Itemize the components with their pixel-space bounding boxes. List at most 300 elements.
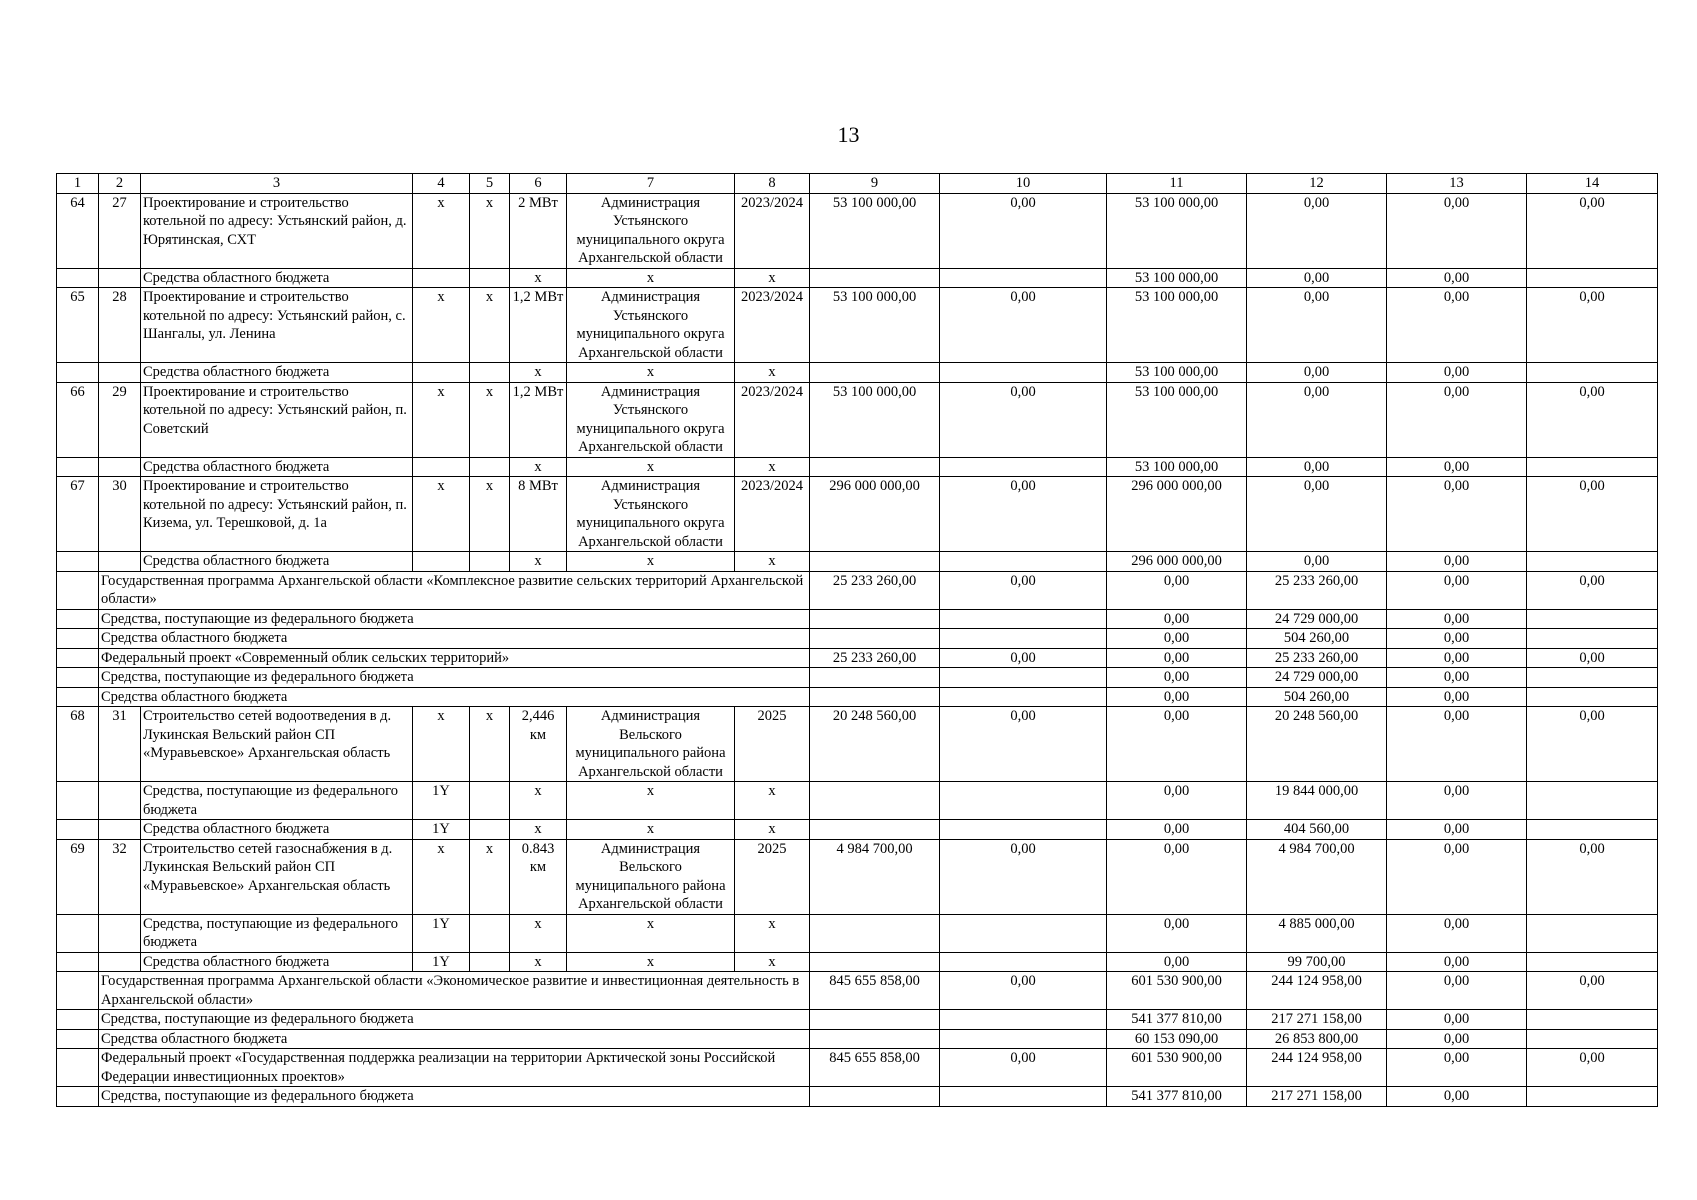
page-number: 13 bbox=[837, 122, 860, 147]
cell-c7: х bbox=[567, 268, 735, 288]
summary-row bbox=[57, 629, 1658, 649]
amount-col14 bbox=[1527, 1087, 1658, 1107]
cell-c5 bbox=[470, 914, 510, 952]
amount-col10: 0,00 bbox=[940, 477, 1107, 552]
project-row bbox=[57, 477, 1658, 552]
cell-c4 bbox=[413, 268, 470, 288]
column-header: 1 bbox=[57, 174, 99, 194]
funding-source: Средства областного бюджета bbox=[141, 363, 413, 383]
column-header: 10 bbox=[940, 174, 1107, 194]
amount-col13: 0,00 bbox=[1387, 571, 1527, 609]
item-number: 31 bbox=[99, 707, 141, 782]
amount-col11: 296 000 000,00 bbox=[1107, 477, 1247, 552]
amount-col12: 0,00 bbox=[1247, 477, 1387, 552]
amount-col11: 0,00 bbox=[1107, 839, 1247, 914]
amount-col10 bbox=[940, 952, 1107, 972]
total-amount bbox=[810, 668, 940, 688]
amount-col10: 0,00 bbox=[940, 382, 1107, 457]
empty-cell bbox=[99, 363, 141, 383]
project-row bbox=[57, 193, 1658, 268]
amount-col12: 19 844 000,00 bbox=[1247, 782, 1387, 820]
total-amount bbox=[810, 609, 940, 629]
cell-c7: х bbox=[567, 820, 735, 840]
customer: Администрация Устьянского муниципального округа Архангельской области bbox=[567, 382, 735, 457]
empty-cell bbox=[57, 552, 99, 572]
cell-c5 bbox=[470, 552, 510, 572]
item-number: 28 bbox=[99, 288, 141, 363]
cell-c6: х bbox=[510, 952, 567, 972]
cell-c4 bbox=[413, 363, 470, 383]
amount-col10: 0,00 bbox=[940, 288, 1107, 363]
amount-col12: 217 271 158,00 bbox=[1247, 1010, 1387, 1030]
column-header: 4 bbox=[413, 174, 470, 194]
cell-c5: х bbox=[470, 839, 510, 914]
amount-col11: 0,00 bbox=[1107, 707, 1247, 782]
funding-source: Средства областного бюджета bbox=[141, 952, 413, 972]
item-number: 32 bbox=[99, 839, 141, 914]
customer: Администрация Вельского муниципального района Архангельской области bbox=[567, 839, 735, 914]
amount-col13: 0,00 bbox=[1387, 457, 1527, 477]
amount-col14 bbox=[1527, 457, 1658, 477]
amount-col10: 0,00 bbox=[940, 193, 1107, 268]
total-amount bbox=[810, 457, 940, 477]
amount-col14: 0,00 bbox=[1527, 648, 1658, 668]
amount-col12: 504 260,00 bbox=[1247, 687, 1387, 707]
amount-col14: 0,00 bbox=[1527, 477, 1658, 552]
amount-col11: 0,00 bbox=[1107, 782, 1247, 820]
cell-c8: х bbox=[735, 820, 810, 840]
cell-c4: х bbox=[413, 839, 470, 914]
amount-col10 bbox=[940, 629, 1107, 649]
program-title: Государственная программа Архангельской области «Экономическое развитие и инвестиционная деятельность в Архангельской области» bbox=[99, 972, 810, 1010]
amount-col10 bbox=[940, 687, 1107, 707]
amount-col12: 0,00 bbox=[1247, 193, 1387, 268]
program-title: Федеральный проект «Современный облик сельских территорий» bbox=[99, 648, 810, 668]
amount-col11: 53 100 000,00 bbox=[1107, 382, 1247, 457]
amount-col14: 0,00 bbox=[1527, 571, 1658, 609]
cell-c5 bbox=[470, 457, 510, 477]
cell-c5 bbox=[470, 268, 510, 288]
summary-row bbox=[57, 1049, 1658, 1087]
capacity: 0.843 км bbox=[510, 839, 567, 914]
amount-col14: 0,00 bbox=[1527, 1049, 1658, 1087]
total-amount: 25 233 260,00 bbox=[810, 648, 940, 668]
funding-source: Средства областного бюджета bbox=[141, 457, 413, 477]
capacity: 8 МВт bbox=[510, 477, 567, 552]
amount-col14: 0,00 bbox=[1527, 288, 1658, 363]
amount-col11: 53 100 000,00 bbox=[1107, 457, 1247, 477]
amount-col12: 26 853 800,00 bbox=[1247, 1029, 1387, 1049]
amount-col10 bbox=[940, 1087, 1107, 1107]
empty-cell bbox=[57, 571, 99, 609]
source-row bbox=[57, 952, 1658, 972]
amount-col13: 0,00 bbox=[1387, 820, 1527, 840]
amount-col11: 541 377 810,00 bbox=[1107, 1010, 1247, 1030]
summary-row bbox=[57, 1029, 1658, 1049]
amount-col12: 4 984 700,00 bbox=[1247, 839, 1387, 914]
cell-c7: х bbox=[567, 782, 735, 820]
amount-col11: 53 100 000,00 bbox=[1107, 363, 1247, 383]
empty-cell bbox=[57, 952, 99, 972]
period: 2025 bbox=[735, 839, 810, 914]
amount-col10 bbox=[940, 457, 1107, 477]
amount-col13: 0,00 bbox=[1387, 687, 1527, 707]
amount-col11: 0,00 bbox=[1107, 914, 1247, 952]
empty-cell bbox=[57, 457, 99, 477]
column-header: 3 bbox=[141, 174, 413, 194]
amount-col13: 0,00 bbox=[1387, 648, 1527, 668]
project-row bbox=[57, 288, 1658, 363]
amount-col14 bbox=[1527, 629, 1658, 649]
empty-cell bbox=[57, 1029, 99, 1049]
amount-col14: 0,00 bbox=[1527, 193, 1658, 268]
column-header: 9 bbox=[810, 174, 940, 194]
object-name: Строительство сетей газоснабжения в д. Лукинская Вельский район СП «Муравьевское» Архангельская область bbox=[141, 839, 413, 914]
program-title: Средства областного бюджета bbox=[99, 629, 810, 649]
amount-col12: 0,00 bbox=[1247, 288, 1387, 363]
amount-col13: 0,00 bbox=[1387, 477, 1527, 552]
program-title: Средства, поступающие из федерального бюджета bbox=[99, 1010, 810, 1030]
cell-c8: х bbox=[735, 952, 810, 972]
empty-cell bbox=[57, 648, 99, 668]
source-row bbox=[57, 782, 1658, 820]
row-number: 64 bbox=[57, 193, 99, 268]
source-row bbox=[57, 914, 1658, 952]
amount-col10 bbox=[940, 1029, 1107, 1049]
amount-col12: 244 124 958,00 bbox=[1247, 972, 1387, 1010]
program-title: Средства областного бюджета bbox=[99, 1029, 810, 1049]
amount-col13: 0,00 bbox=[1387, 668, 1527, 688]
amount-col11: 53 100 000,00 bbox=[1107, 268, 1247, 288]
amount-col11: 0,00 bbox=[1107, 952, 1247, 972]
amount-col14 bbox=[1527, 552, 1658, 572]
total-amount bbox=[810, 629, 940, 649]
object-name: Строительство сетей водоотведения в д. Лукинская Вельский район СП «Муравьевское» Архангельская область bbox=[141, 707, 413, 782]
empty-cell bbox=[57, 687, 99, 707]
column-header: 2 bbox=[99, 174, 141, 194]
amount-col14 bbox=[1527, 1010, 1658, 1030]
cell-c8: х bbox=[735, 268, 810, 288]
amount-col14: 0,00 bbox=[1527, 707, 1658, 782]
total-amount: 53 100 000,00 bbox=[810, 382, 940, 457]
column-header: 8 bbox=[735, 174, 810, 194]
amount-col11: 53 100 000,00 bbox=[1107, 288, 1247, 363]
amount-col11: 0,00 bbox=[1107, 609, 1247, 629]
amount-col14: 0,00 bbox=[1527, 972, 1658, 1010]
column-header: 6 bbox=[510, 174, 567, 194]
total-amount bbox=[810, 363, 940, 383]
cell-c8: х bbox=[735, 457, 810, 477]
program-title: Федеральный проект «Государственная поддержка реализации на территории Арктической зоны Российской Федерации инвестиционных проектов» bbox=[99, 1049, 810, 1087]
funding-source: Средства областного бюджета bbox=[141, 552, 413, 572]
item-number: 27 bbox=[99, 193, 141, 268]
column-header: 5 bbox=[470, 174, 510, 194]
cell-c5 bbox=[470, 820, 510, 840]
total-amount bbox=[810, 952, 940, 972]
cell-c5 bbox=[470, 782, 510, 820]
total-amount bbox=[810, 1010, 940, 1030]
empty-cell bbox=[57, 1010, 99, 1030]
cell-c5 bbox=[470, 363, 510, 383]
summary-row bbox=[57, 1010, 1658, 1030]
empty-cell bbox=[99, 952, 141, 972]
object-name: Проектирование и строительство котельной по адресу: Устьянский район, д. Юрятинская, СХТ bbox=[141, 193, 413, 268]
amount-col14: 0,00 bbox=[1527, 839, 1658, 914]
empty-cell bbox=[57, 363, 99, 383]
amount-col13: 0,00 bbox=[1387, 972, 1527, 1010]
amount-col10: 0,00 bbox=[940, 648, 1107, 668]
cell-c4: х bbox=[413, 382, 470, 457]
cell-c5: х bbox=[470, 477, 510, 552]
amount-col10: 0,00 bbox=[940, 839, 1107, 914]
amount-col11: 601 530 900,00 bbox=[1107, 1049, 1247, 1087]
amount-col10 bbox=[940, 363, 1107, 383]
empty-cell bbox=[57, 268, 99, 288]
amount-col11: 0,00 bbox=[1107, 571, 1247, 609]
amount-col12: 0,00 bbox=[1247, 457, 1387, 477]
cell-c4: х bbox=[413, 477, 470, 552]
amount-col10 bbox=[940, 668, 1107, 688]
total-amount bbox=[810, 1087, 940, 1107]
amount-col13: 0,00 bbox=[1387, 363, 1527, 383]
column-header: 7 bbox=[567, 174, 735, 194]
amount-col12: 25 233 260,00 bbox=[1247, 648, 1387, 668]
empty-cell bbox=[57, 972, 99, 1010]
amount-col12: 504 260,00 bbox=[1247, 629, 1387, 649]
program-title: Средства областного бюджета bbox=[99, 687, 810, 707]
row-number: 67 bbox=[57, 477, 99, 552]
cell-c5: х bbox=[470, 193, 510, 268]
amount-col14: 0,00 bbox=[1527, 382, 1658, 457]
empty-cell bbox=[57, 782, 99, 820]
cell-c4: х bbox=[413, 288, 470, 363]
amount-col12: 244 124 958,00 bbox=[1247, 1049, 1387, 1087]
amount-col10 bbox=[940, 1010, 1107, 1030]
amount-col13: 0,00 bbox=[1387, 914, 1527, 952]
amount-col13: 0,00 bbox=[1387, 629, 1527, 649]
customer: Администрация Устьянского муниципального округа Архангельской области bbox=[567, 477, 735, 552]
period: 2023/2024 bbox=[735, 477, 810, 552]
cell-c6: х bbox=[510, 820, 567, 840]
cell-c5 bbox=[470, 952, 510, 972]
empty-cell bbox=[57, 914, 99, 952]
cell-c4: 1Y bbox=[413, 914, 470, 952]
amount-col11: 0,00 bbox=[1107, 687, 1247, 707]
object-name: Проектирование и строительство котельной по адресу: Устьянский район, п. Советский bbox=[141, 382, 413, 457]
total-amount bbox=[810, 914, 940, 952]
amount-col14 bbox=[1527, 914, 1658, 952]
amount-col13: 0,00 bbox=[1387, 552, 1527, 572]
amount-col11: 53 100 000,00 bbox=[1107, 193, 1247, 268]
program-title: Средства, поступающие из федерального бюджета bbox=[99, 609, 810, 629]
cell-c6: х bbox=[510, 552, 567, 572]
total-amount bbox=[810, 782, 940, 820]
row-number: 69 bbox=[57, 839, 99, 914]
amount-col10 bbox=[940, 268, 1107, 288]
period: 2023/2024 bbox=[735, 288, 810, 363]
amount-col13: 0,00 bbox=[1387, 609, 1527, 629]
amount-col10 bbox=[940, 914, 1107, 952]
amount-col10: 0,00 bbox=[940, 707, 1107, 782]
amount-col12: 25 233 260,00 bbox=[1247, 571, 1387, 609]
cell-c8: х bbox=[735, 782, 810, 820]
amount-col13: 0,00 bbox=[1387, 952, 1527, 972]
column-header: 13 bbox=[1387, 174, 1527, 194]
cell-c7: х bbox=[567, 457, 735, 477]
amount-col10 bbox=[940, 820, 1107, 840]
project-row bbox=[57, 839, 1658, 914]
amount-col11: 0,00 bbox=[1107, 820, 1247, 840]
cell-c6: х bbox=[510, 268, 567, 288]
summary-row bbox=[57, 571, 1658, 609]
source-row bbox=[57, 552, 1658, 572]
amount-col14 bbox=[1527, 268, 1658, 288]
total-amount bbox=[810, 268, 940, 288]
capacity: 2,446 км bbox=[510, 707, 567, 782]
amount-col12: 24 729 000,00 bbox=[1247, 668, 1387, 688]
empty-cell bbox=[99, 457, 141, 477]
cell-c7: х bbox=[567, 952, 735, 972]
amount-col11: 296 000 000,00 bbox=[1107, 552, 1247, 572]
amount-col12: 0,00 bbox=[1247, 382, 1387, 457]
amount-col14 bbox=[1527, 782, 1658, 820]
amount-col13: 0,00 bbox=[1387, 1029, 1527, 1049]
amount-col14 bbox=[1527, 952, 1658, 972]
amount-col13: 0,00 bbox=[1387, 782, 1527, 820]
funding-source: Средства областного бюджета bbox=[141, 820, 413, 840]
amount-col13: 0,00 bbox=[1387, 382, 1527, 457]
summary-row bbox=[57, 972, 1658, 1010]
empty-cell bbox=[57, 609, 99, 629]
period: 2025 bbox=[735, 707, 810, 782]
column-header: 11 bbox=[1107, 174, 1247, 194]
total-amount bbox=[810, 1029, 940, 1049]
cell-c6: х bbox=[510, 914, 567, 952]
program-title: Государственная программа Архангельской области «Комплексное развитие сельских территорий Архангельской области» bbox=[99, 571, 810, 609]
amount-col12: 0,00 bbox=[1247, 363, 1387, 383]
budget-table bbox=[56, 173, 1658, 1107]
row-number: 68 bbox=[57, 707, 99, 782]
total-amount: 53 100 000,00 bbox=[810, 193, 940, 268]
empty-cell bbox=[99, 914, 141, 952]
object-name: Проектирование и строительство котельной по адресу: Устьянский район, п. Кизема, ул. Терешковой, д. 1а bbox=[141, 477, 413, 552]
empty-cell bbox=[57, 1049, 99, 1087]
cell-c4: 1Y bbox=[413, 782, 470, 820]
cell-c4: 1Y bbox=[413, 820, 470, 840]
total-amount: 845 655 858,00 bbox=[810, 1049, 940, 1087]
amount-col12: 404 560,00 bbox=[1247, 820, 1387, 840]
source-row bbox=[57, 268, 1658, 288]
cell-c5: х bbox=[470, 288, 510, 363]
capacity: 2 МВт bbox=[510, 193, 567, 268]
total-amount: 53 100 000,00 bbox=[810, 288, 940, 363]
cell-c4 bbox=[413, 457, 470, 477]
cell-c4 bbox=[413, 552, 470, 572]
cell-c7: х bbox=[567, 914, 735, 952]
customer: Администрация Устьянского муниципального округа Архангельской области bbox=[567, 288, 735, 363]
summary-row bbox=[57, 1087, 1658, 1107]
funding-source: Средства, поступающие из федерального бюджета bbox=[141, 782, 413, 820]
amount-col12: 99 700,00 bbox=[1247, 952, 1387, 972]
cell-c8: х bbox=[735, 552, 810, 572]
capacity: 1,2 МВт bbox=[510, 288, 567, 363]
item-number: 30 bbox=[99, 477, 141, 552]
amount-col13: 0,00 bbox=[1387, 707, 1527, 782]
customer: Администрация Вельского муниципального района Архангельской области bbox=[567, 707, 735, 782]
amount-col11: 601 530 900,00 bbox=[1107, 972, 1247, 1010]
amount-col12: 0,00 bbox=[1247, 268, 1387, 288]
item-number: 29 bbox=[99, 382, 141, 457]
empty-cell bbox=[57, 820, 99, 840]
empty-cell bbox=[99, 268, 141, 288]
amount-col10: 0,00 bbox=[940, 1049, 1107, 1087]
customer: Администрация Устьянского муниципального округа Архангельской области bbox=[567, 193, 735, 268]
amount-col13: 0,00 bbox=[1387, 268, 1527, 288]
total-amount bbox=[810, 552, 940, 572]
amount-col10: 0,00 bbox=[940, 571, 1107, 609]
empty-cell bbox=[57, 1087, 99, 1107]
summary-row bbox=[57, 609, 1658, 629]
cell-c6: х bbox=[510, 363, 567, 383]
funding-source: Средства, поступающие из федерального бюджета bbox=[141, 914, 413, 952]
capacity: 1,2 МВт bbox=[510, 382, 567, 457]
summary-row bbox=[57, 687, 1658, 707]
cell-c7: х bbox=[567, 552, 735, 572]
amount-col10 bbox=[940, 609, 1107, 629]
amount-col10 bbox=[940, 782, 1107, 820]
empty-cell bbox=[57, 629, 99, 649]
empty-cell bbox=[99, 552, 141, 572]
source-row bbox=[57, 820, 1658, 840]
row-number: 65 bbox=[57, 288, 99, 363]
object-name: Проектирование и строительство котельной по адресу: Устьянский район, с. Шангалы, ул. Ленина bbox=[141, 288, 413, 363]
cell-c8: х bbox=[735, 914, 810, 952]
cell-c5: х bbox=[470, 382, 510, 457]
empty-cell bbox=[99, 782, 141, 820]
amount-col13: 0,00 bbox=[1387, 1010, 1527, 1030]
total-amount bbox=[810, 820, 940, 840]
amount-col14 bbox=[1527, 668, 1658, 688]
program-title: Средства, поступающие из федерального бюджета bbox=[99, 668, 810, 688]
amount-col11: 541 377 810,00 bbox=[1107, 1087, 1247, 1107]
amount-col14 bbox=[1527, 687, 1658, 707]
period: 2023/2024 bbox=[735, 382, 810, 457]
amount-col11: 0,00 bbox=[1107, 648, 1247, 668]
source-row bbox=[57, 457, 1658, 477]
amount-col10: 0,00 bbox=[940, 972, 1107, 1010]
total-amount: 25 233 260,00 bbox=[810, 571, 940, 609]
cell-c4: х bbox=[413, 707, 470, 782]
amount-col12: 24 729 000,00 bbox=[1247, 609, 1387, 629]
amount-col13: 0,00 bbox=[1387, 839, 1527, 914]
amount-col14 bbox=[1527, 609, 1658, 629]
total-amount: 4 984 700,00 bbox=[810, 839, 940, 914]
amount-col11: 0,00 bbox=[1107, 629, 1247, 649]
amount-col14 bbox=[1527, 820, 1658, 840]
amount-col13: 0,00 bbox=[1387, 288, 1527, 363]
amount-col12: 0,00 bbox=[1247, 552, 1387, 572]
program-title: Средства, поступающие из федерального бюджета bbox=[99, 1087, 810, 1107]
cell-c6: х bbox=[510, 782, 567, 820]
row-number: 66 bbox=[57, 382, 99, 457]
amount-col13: 0,00 bbox=[1387, 1049, 1527, 1087]
summary-row bbox=[57, 668, 1658, 688]
amount-col13: 0,00 bbox=[1387, 1087, 1527, 1107]
amount-col14 bbox=[1527, 1029, 1658, 1049]
amount-col11: 0,00 bbox=[1107, 668, 1247, 688]
amount-col11: 60 153 090,00 bbox=[1107, 1029, 1247, 1049]
cell-c7: х bbox=[567, 363, 735, 383]
